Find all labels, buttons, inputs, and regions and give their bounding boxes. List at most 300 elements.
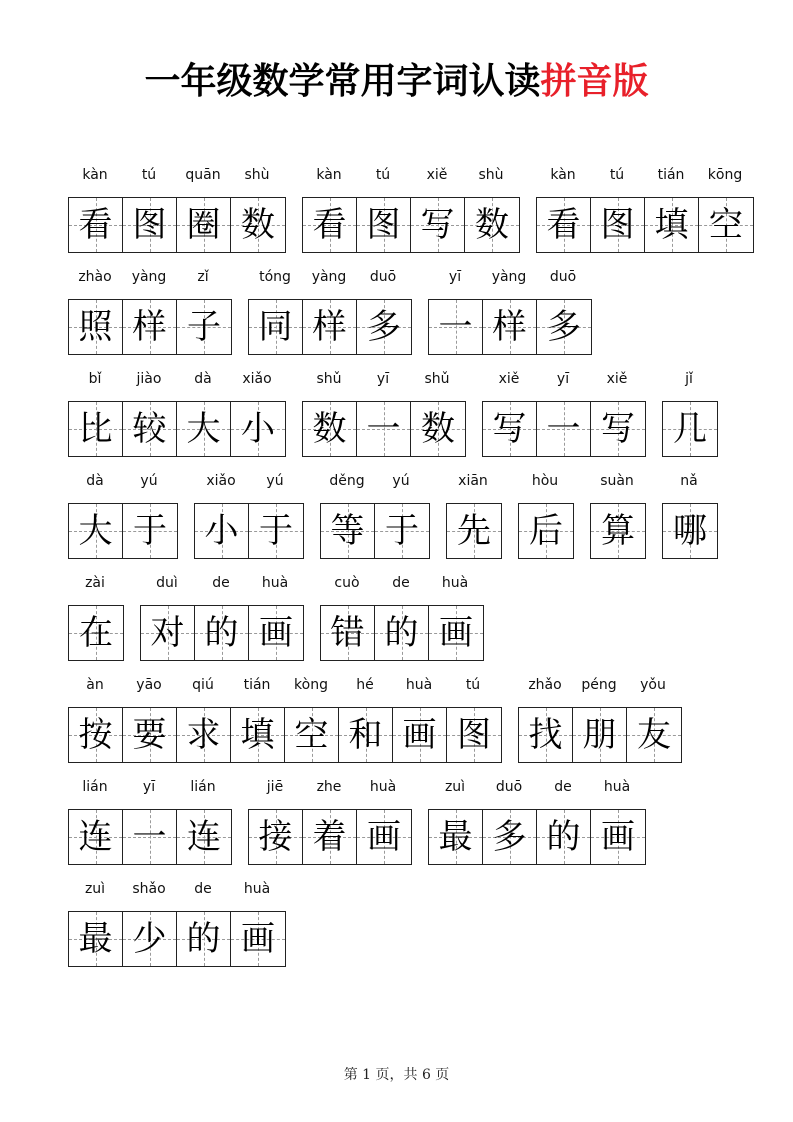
- pinyin-row: [428, 775, 644, 799]
- pinyin-label: huà: [405, 677, 433, 693]
- tianzige-cell: [303, 810, 357, 864]
- word-group: [248, 269, 412, 355]
- hanzi-character: 要: [132, 715, 167, 755]
- hanzi-character: 图: [366, 205, 401, 245]
- hanzi-character: 小: [204, 511, 239, 551]
- word-group: [518, 677, 682, 763]
- tianzige-grid: [140, 605, 304, 661]
- tianzige-cell: [537, 198, 591, 252]
- pinyin-label: kàn: [316, 167, 342, 183]
- tianzige-grid: [68, 299, 232, 355]
- word-group: [320, 473, 430, 559]
- hanzi-character: 后: [529, 511, 563, 551]
- tianzige-grid: [302, 197, 520, 253]
- tianzige-cell: [249, 300, 303, 354]
- pinyin-label: de: [392, 575, 410, 591]
- tianzige-cell: [69, 198, 123, 252]
- hanzi-character: 的: [204, 613, 239, 653]
- pinyin-row: [248, 775, 410, 799]
- pinyin-row: [320, 469, 428, 493]
- hanzi-character: 看: [312, 205, 347, 245]
- tianzige-cell: [537, 402, 591, 456]
- pinyin-label: tián: [657, 167, 685, 183]
- hanzi-character: 画: [601, 817, 635, 857]
- hanzi-character: 样: [492, 307, 527, 347]
- word-row: [68, 162, 758, 264]
- tianzige-grid: [428, 809, 646, 865]
- tianzige-cell: [285, 708, 339, 762]
- hanzi-character: 大: [78, 511, 113, 551]
- tianzige-grid: [68, 503, 178, 559]
- pinyin-label: dà: [86, 473, 104, 489]
- hanzi-character: 画: [241, 919, 275, 959]
- pinyin-label: shù: [478, 167, 504, 183]
- pinyin-label: zhào: [78, 269, 112, 285]
- pinyin-row: [68, 469, 176, 493]
- hanzi-character: 一: [438, 307, 473, 347]
- word-row: [68, 876, 758, 978]
- pinyin-label: jǐ: [685, 371, 693, 387]
- tianzige-cell: [303, 198, 357, 252]
- pinyin-label: xiǎo: [206, 473, 236, 489]
- pinyin-label: yàng: [311, 269, 347, 285]
- tianzige-cell: [447, 504, 501, 558]
- hanzi-character: 哪: [673, 511, 707, 551]
- tianzige-cell: [195, 504, 249, 558]
- hanzi-character: 一: [546, 409, 581, 449]
- hanzi-character: 求: [186, 715, 221, 755]
- pinyin-label: yú: [392, 473, 410, 489]
- pinyin-row: [662, 469, 716, 493]
- tianzige-cell: [483, 810, 537, 864]
- word-group: [68, 575, 124, 661]
- tianzige-cell: [249, 606, 303, 660]
- tianzige-grid: [248, 809, 412, 865]
- hanzi-character: 图: [457, 715, 491, 755]
- tianzige-grid: [194, 503, 304, 559]
- pinyin-label: xiān: [458, 473, 488, 489]
- tianzige-cell: [69, 606, 123, 660]
- tianzige-cell: [663, 402, 717, 456]
- hanzi-character: 大: [186, 409, 221, 449]
- pinyin-row: [68, 265, 230, 289]
- word-group: [194, 473, 304, 559]
- hanzi-character: 和: [348, 715, 383, 755]
- tianzige-cell: [591, 810, 645, 864]
- tianzige-cell: [123, 402, 177, 456]
- hanzi-character: 少: [132, 919, 167, 959]
- hanzi-character: 图: [132, 205, 167, 245]
- tianzige-cell: [69, 504, 123, 558]
- pinyin-label: shǎo: [132, 881, 166, 897]
- tianzige-cell: [519, 504, 573, 558]
- hanzi-character: 子: [187, 307, 221, 347]
- hanzi-character: 样: [132, 307, 167, 347]
- tianzige-cell: [69, 300, 123, 354]
- tianzige-cell: [123, 912, 177, 966]
- word-row: [68, 774, 758, 876]
- pinyin-row: [320, 571, 482, 595]
- tianzige-grid: [68, 401, 286, 457]
- pinyin-label: jiào: [136, 371, 162, 387]
- hanzi-character: 较: [132, 409, 167, 449]
- pinyin-label: xiǎo: [242, 371, 272, 387]
- hanzi-character: 圈: [186, 205, 221, 245]
- pinyin-label: duō: [369, 269, 397, 285]
- pinyin-label: huà: [261, 575, 289, 591]
- tianzige-grid: [662, 401, 718, 457]
- word-group: [68, 881, 286, 967]
- tianzige-cell: [537, 810, 591, 864]
- tianzige-cell: [447, 708, 501, 762]
- word-group: [68, 371, 286, 457]
- word-group: [68, 167, 286, 253]
- tianzige-cell: [177, 708, 231, 762]
- pinyin-label: tián: [243, 677, 271, 693]
- tianzige-grid: [320, 503, 430, 559]
- pinyin-label: zǐ: [197, 269, 209, 285]
- hanzi-character: 多: [547, 307, 581, 347]
- tianzige-cell: [303, 300, 357, 354]
- tianzige-cell: [357, 402, 411, 456]
- word-group: [302, 167, 520, 253]
- word-group: [140, 575, 304, 661]
- hanzi-character: 小: [241, 409, 275, 449]
- pinyin-row: [248, 265, 410, 289]
- pinyin-label: shù: [244, 167, 270, 183]
- tianzige-cell: [411, 402, 465, 456]
- hanzi-character: 的: [384, 613, 419, 653]
- tianzige-cell: [177, 402, 231, 456]
- tianzige-cell: [591, 402, 645, 456]
- tianzige-cell: [123, 198, 177, 252]
- tianzige-grid: [590, 503, 646, 559]
- pinyin-label: àn: [86, 677, 104, 693]
- pinyin-label: tú: [375, 167, 391, 183]
- hanzi-character: 数: [241, 205, 275, 245]
- hanzi-character: 照: [78, 307, 113, 347]
- hanzi-character: 写: [420, 205, 455, 245]
- tianzige-cell: [231, 402, 285, 456]
- tianzige-cell: [123, 504, 177, 558]
- tianzige-cell: [69, 810, 123, 864]
- pinyin-row: [536, 163, 752, 187]
- hanzi-character: 多: [367, 307, 401, 347]
- tianzige-grid: [302, 401, 466, 457]
- tianzige-cell: [177, 300, 231, 354]
- pinyin-label: lián: [82, 779, 108, 795]
- pinyin-label: shǔ: [424, 371, 450, 387]
- tianzige-grid: [68, 809, 232, 865]
- tianzige-cell: [357, 198, 411, 252]
- hanzi-character: 填: [240, 715, 275, 755]
- hanzi-character: 先: [457, 511, 491, 551]
- hanzi-character: 错: [330, 613, 365, 653]
- word-group: [590, 473, 646, 559]
- pinyin-row: [518, 673, 680, 697]
- tianzige-grid: [248, 299, 412, 355]
- hanzi-character: 对: [150, 613, 185, 653]
- pinyin-row: [302, 367, 464, 391]
- word-row: [68, 570, 758, 672]
- tianzige-grid: [536, 197, 754, 253]
- tianzige-cell: [69, 402, 123, 456]
- hanzi-character: 写: [601, 409, 635, 449]
- hanzi-character: 样: [312, 307, 347, 347]
- word-group: [446, 473, 502, 559]
- tianzige-cell: [411, 198, 465, 252]
- pinyin-label: hòu: [531, 473, 559, 489]
- word-group: [248, 779, 412, 865]
- pinyin-label: qiú: [192, 677, 214, 693]
- pinyin-row: [140, 571, 302, 595]
- pinyin-label: yī: [556, 371, 570, 387]
- pinyin-row: [68, 775, 230, 799]
- pinyin-label: de: [554, 779, 572, 795]
- hanzi-character: 写: [492, 409, 527, 449]
- pinyin-label: zuì: [444, 779, 466, 795]
- pinyin-row: [194, 469, 302, 493]
- pinyin-label: kòng: [294, 677, 328, 693]
- word-group: [662, 371, 718, 457]
- tianzige-cell: [321, 606, 375, 660]
- tianzige-grid: [68, 911, 286, 967]
- hanzi-character: 填: [654, 205, 689, 245]
- tianzige-cell: [231, 708, 285, 762]
- pinyin-label: yī: [376, 371, 390, 387]
- tianzige-cell: [123, 810, 177, 864]
- hanzi-character: 于: [133, 511, 167, 551]
- hanzi-character: 找: [528, 715, 563, 755]
- pinyin-row: [662, 367, 716, 391]
- tianzige-cell: [465, 198, 519, 252]
- hanzi-character: 空: [294, 715, 329, 755]
- tianzige-cell: [231, 198, 285, 252]
- pinyin-label: yú: [140, 473, 158, 489]
- tianzige-cell: [357, 810, 411, 864]
- tianzige-cell: [249, 504, 303, 558]
- pinyin-label: bǐ: [88, 371, 102, 387]
- tianzige-grid: [68, 605, 124, 661]
- hanzi-character: 在: [79, 613, 113, 653]
- word-row: [68, 366, 758, 468]
- pinyin-label: tú: [141, 167, 157, 183]
- pinyin-label: zài: [85, 575, 105, 591]
- hanzi-character: 的: [546, 817, 581, 857]
- tianzige-cell: [663, 504, 717, 558]
- hanzi-character: 算: [601, 511, 635, 551]
- hanzi-character: 连: [78, 817, 113, 857]
- word-group: [536, 167, 754, 253]
- tianzige-cell: [393, 708, 447, 762]
- pinyin-row: [428, 265, 590, 289]
- pinyin-label: zhe: [316, 779, 342, 795]
- pinyin-label: jiē: [266, 779, 284, 795]
- pinyin-label: xiě: [606, 371, 628, 387]
- hanzi-character: 比: [78, 409, 113, 449]
- hanzi-character: 几: [673, 409, 707, 449]
- hanzi-character: 画: [439, 613, 473, 653]
- tianzige-grid: [68, 707, 502, 763]
- tianzige-cell: [429, 810, 483, 864]
- pinyin-label: kàn: [82, 167, 108, 183]
- tianzige-cell: [231, 912, 285, 966]
- pinyin-label: cuò: [334, 575, 360, 591]
- pinyin-label: tú: [465, 677, 481, 693]
- pinyin-label: huà: [369, 779, 397, 795]
- tianzige-cell: [429, 300, 483, 354]
- hanzi-character: 看: [78, 205, 113, 245]
- hanzi-character: 的: [186, 919, 221, 959]
- pinyin-label: yú: [266, 473, 284, 489]
- tianzige-grid: [446, 503, 502, 559]
- tianzige-cell: [375, 504, 429, 558]
- pinyin-label: shǔ: [316, 371, 342, 387]
- hanzi-character: 按: [78, 715, 113, 755]
- page-title-main: 一年级数学常用字词认读: [144, 61, 541, 102]
- pinyin-label: kàn: [550, 167, 576, 183]
- pinyin-label: huà: [603, 779, 631, 795]
- pinyin-row: [68, 877, 284, 901]
- tianzige-cell: [645, 198, 699, 252]
- pinyin-row: [68, 571, 122, 595]
- hanzi-character: 图: [600, 205, 635, 245]
- hanzi-character: 着: [312, 817, 347, 857]
- tianzige-cell: [375, 606, 429, 660]
- tianzige-cell: [177, 810, 231, 864]
- pinyin-row: [68, 367, 284, 391]
- page-title: [0, 56, 793, 108]
- tianzige-cell: [249, 810, 303, 864]
- tianzige-cell: [537, 300, 591, 354]
- pinyin-label: zhǎo: [528, 677, 562, 693]
- pinyin-row: [482, 367, 644, 391]
- hanzi-character: 友: [637, 715, 671, 755]
- pinyin-label: huà: [441, 575, 469, 591]
- word-row: [68, 468, 758, 570]
- word-group: [428, 779, 646, 865]
- tianzige-grid: [68, 197, 286, 253]
- pinyin-label: suàn: [600, 473, 634, 489]
- hanzi-character: 连: [187, 817, 221, 857]
- tianzige-cell: [303, 402, 357, 456]
- tianzige-cell: [357, 300, 411, 354]
- tianzige-cell: [69, 912, 123, 966]
- hanzi-character: 画: [402, 715, 437, 755]
- word-group: [68, 473, 178, 559]
- word-group: [68, 269, 232, 355]
- pinyin-label: huà: [243, 881, 271, 897]
- tianzige-cell: [699, 198, 753, 252]
- pinyin-label: yī: [448, 269, 462, 285]
- pinyin-label: tóng: [259, 269, 291, 285]
- hanzi-character: 多: [492, 817, 527, 857]
- hanzi-character: 数: [421, 409, 455, 449]
- hanzi-character: 最: [438, 817, 473, 857]
- hanzi-character: 看: [546, 205, 581, 245]
- word-row: [68, 264, 758, 366]
- tianzige-grid: [518, 503, 574, 559]
- tianzige-cell: [123, 300, 177, 354]
- tianzige-cell: [591, 504, 645, 558]
- tianzige-cell: [339, 708, 393, 762]
- pinyin-label: quān: [185, 167, 221, 183]
- pinyin-label: péng: [581, 677, 617, 693]
- pinyin-label: yǒu: [640, 677, 666, 693]
- tianzige-grid: [482, 401, 646, 457]
- pinyin-label: yàng: [131, 269, 167, 285]
- word-group: [302, 371, 466, 457]
- word-group: [518, 473, 574, 559]
- hanzi-character: 一: [366, 409, 401, 449]
- tianzige-cell: [627, 708, 681, 762]
- hanzi-character: 最: [78, 919, 113, 959]
- tianzige-cell: [519, 708, 573, 762]
- tianzige-cell: [429, 606, 483, 660]
- tianzige-cell: [141, 606, 195, 660]
- pinyin-label: yàng: [491, 269, 527, 285]
- pinyin-label: yī: [142, 779, 156, 795]
- pinyin-label: hé: [356, 677, 374, 693]
- tianzige-grid: [518, 707, 682, 763]
- pinyin-label: děng: [329, 473, 365, 489]
- hanzi-character: 同: [258, 307, 293, 347]
- pinyin-label: duō: [495, 779, 523, 795]
- pinyin-row: [302, 163, 518, 187]
- word-row: [68, 672, 758, 774]
- tianzige-cell: [177, 912, 231, 966]
- pinyin-label: zuì: [84, 881, 106, 897]
- pinyin-row: [68, 163, 284, 187]
- pinyin-row: [446, 469, 500, 493]
- hanzi-character: 画: [367, 817, 401, 857]
- word-group: [428, 269, 592, 355]
- tianzige-cell: [573, 708, 627, 762]
- pinyin-label: de: [212, 575, 230, 591]
- tianzige-grid: [662, 503, 718, 559]
- hanzi-character: 空: [709, 205, 743, 245]
- hanzi-character: 接: [258, 817, 293, 857]
- pinyin-label: lián: [190, 779, 216, 795]
- tianzige-grid: [428, 299, 592, 355]
- tianzige-cell: [483, 402, 537, 456]
- pinyin-row: [590, 469, 644, 493]
- pinyin-label: dà: [194, 371, 212, 387]
- pinyin-row: [518, 469, 572, 493]
- pinyin-label: xiě: [426, 167, 448, 183]
- pinyin-label: kōng: [707, 167, 743, 183]
- tianzige-cell: [483, 300, 537, 354]
- tianzige-cell: [321, 504, 375, 558]
- pinyin-label: duì: [156, 575, 178, 591]
- word-group: [68, 677, 502, 763]
- word-rows: [68, 162, 758, 978]
- page-footer: 第 1 页，共 6 页: [343, 1067, 450, 1083]
- word-group: [68, 779, 232, 865]
- tianzige-cell: [177, 198, 231, 252]
- hanzi-character: 一: [132, 817, 167, 857]
- pinyin-label: duō: [549, 269, 577, 285]
- pinyin-label: tú: [609, 167, 625, 183]
- word-group: [482, 371, 646, 457]
- pinyin-label: xiě: [498, 371, 520, 387]
- word-group: [320, 575, 484, 661]
- hanzi-character: 画: [259, 613, 293, 653]
- hanzi-character: 等: [330, 511, 365, 551]
- tianzige-cell: [123, 708, 177, 762]
- hanzi-character: 于: [259, 511, 293, 551]
- hanzi-character: 数: [475, 205, 509, 245]
